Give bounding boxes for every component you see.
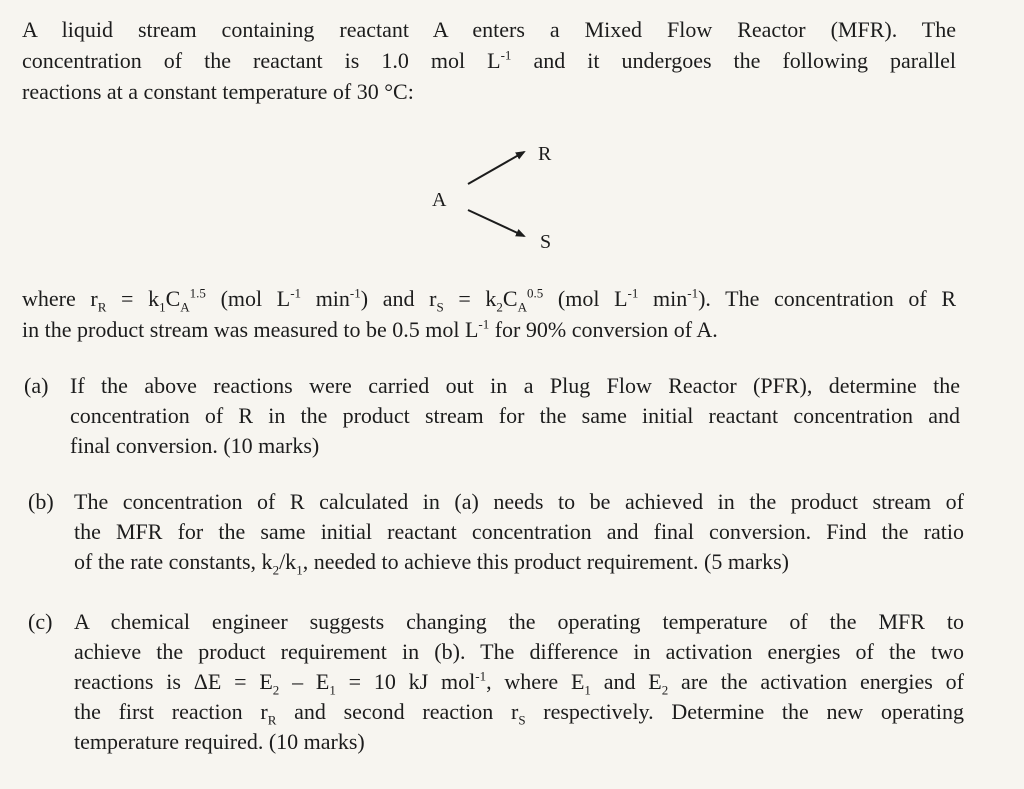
qc-l3s2: 1: [329, 682, 336, 698]
intro-line-1: A liquid stream containing reactant A enters a Mixed Flow Reactor (MFR). The: [22, 17, 956, 42]
qa-line-2: concentration of R in the product stream for the same initial reactant concentration and: [70, 403, 960, 428]
w-t5-sup: -1: [349, 285, 361, 301]
w-t7: = k: [443, 286, 497, 311]
w-l2-sup: -1: [478, 316, 490, 332]
question-b-label: (b): [28, 489, 54, 514]
product-s-label: S: [540, 231, 552, 253]
w-t1: where r: [22, 286, 98, 311]
arrow-to-s: [468, 210, 524, 236]
qb-line-1: The concentration of R calculated in (a) needs to be achieved in the product stream of: [74, 489, 964, 514]
intro-line-2: [22, 45, 956, 76]
intro-line-2-tail: and it undergoes the following parallel: [511, 48, 956, 73]
qc-l4c: respectively. Determine the new operating: [525, 699, 965, 724]
question-c-label: (c): [28, 609, 53, 634]
arrow-to-r: [468, 152, 524, 184]
w-t5: min: [301, 286, 350, 311]
question-a-body: [70, 371, 960, 461]
intro-line-3: reactions at a constant temperature of 30 °C:: [22, 79, 414, 104]
qb-l3b: /k: [279, 549, 297, 574]
qc-line-2: achieve the product requirement in (b). The difference in activation energies of the two: [74, 639, 964, 664]
w-t1-sub: R: [97, 299, 107, 315]
qc-l4s2: S: [518, 712, 526, 728]
w-t8: C: [502, 286, 518, 311]
w-t6: ) and r: [360, 286, 437, 311]
qc-line-1: A chemical engineer suggests changing the operating temperature of the MFR to: [74, 609, 964, 634]
qc-l3c: = 10 kJ mol: [335, 669, 476, 694]
qc-l3f: are the activation energies of: [668, 669, 964, 694]
w-t10: min: [638, 286, 688, 311]
w-t2-sub: 1: [159, 299, 166, 315]
qc-l4b: and second reaction r: [276, 699, 519, 724]
reactant-a-label: A: [432, 189, 447, 211]
where-line-2: [22, 314, 956, 345]
w-t3-sub: A: [180, 299, 190, 315]
qc-l3s4: 2: [661, 682, 669, 698]
w-l2a: in the product stream was measured to be 0.5 mol L: [22, 317, 479, 342]
w-l2b: for 90% conversion of A.: [489, 317, 718, 342]
w-t2: = k: [106, 286, 160, 311]
qc-line-4: [74, 697, 964, 727]
where-line-1: [22, 283, 956, 314]
w-t4: (mol L: [205, 286, 291, 311]
question-c-body: [74, 607, 964, 757]
qb-sub1: 1: [296, 562, 303, 578]
qb-sub2: 2: [272, 562, 280, 578]
question-b: [28, 487, 964, 587]
unit-exponent: -1: [500, 47, 512, 63]
intro-paragraph: [22, 14, 956, 107]
w-t11: ). The concentration of R: [698, 286, 956, 311]
w-t8-sup: 0.5: [526, 285, 544, 301]
qc-l3e: and E: [590, 669, 662, 694]
w-t6-sub: S: [436, 299, 444, 315]
qb-line-2: the MFR for the same initial reactant concentration and final conversion. Find the ratio: [74, 519, 964, 544]
question-b-body: [74, 487, 964, 577]
question-a-label: (a): [24, 373, 49, 398]
w-t9-sup: -1: [627, 285, 639, 301]
question-a: [24, 371, 960, 471]
w-t10-sup: -1: [687, 285, 699, 301]
qa-line-3: final conversion. (10 marks): [70, 433, 320, 458]
qc-l4a: the first reaction r: [74, 699, 268, 724]
w-t8-sub: A: [517, 299, 527, 315]
product-r-label: R: [538, 143, 552, 165]
question-c: [28, 607, 965, 767]
qc-line-3: [74, 667, 964, 697]
intro-line-2-text: concentration of the reactant is 1.0 mol L: [22, 48, 501, 73]
parallel-reaction-diagram: [420, 138, 580, 256]
qb-line-3: [74, 547, 964, 577]
qc-l4s1: R: [267, 712, 277, 728]
qc-l3d: , where E: [486, 669, 585, 694]
qb-l3c: , needed to achieve this product requirement. (5 marks): [302, 549, 789, 574]
qa-line-1: If the above reactions were carried out in a Plug Flow Reactor (PFR), determine the: [70, 373, 960, 398]
qc-l3s1: 2: [272, 682, 280, 698]
w-t3-sup: 1.5: [189, 285, 206, 301]
qc-l3sup: -1: [475, 668, 487, 684]
qc-l3s3: 1: [584, 682, 591, 698]
w-t9: (mol L: [543, 286, 628, 311]
qc-l3b: – E: [279, 669, 330, 694]
qb-l3a: of the rate constants, k: [74, 549, 273, 574]
qc-line-5: temperature required. (10 marks): [74, 729, 365, 754]
w-t4-sup: -1: [290, 285, 302, 301]
qc-l3a: reactions is ΔE = E: [74, 669, 273, 694]
w-t7-sub: 2: [496, 299, 503, 315]
rate-expression-paragraph: [22, 283, 956, 345]
w-t3: C: [165, 286, 181, 311]
